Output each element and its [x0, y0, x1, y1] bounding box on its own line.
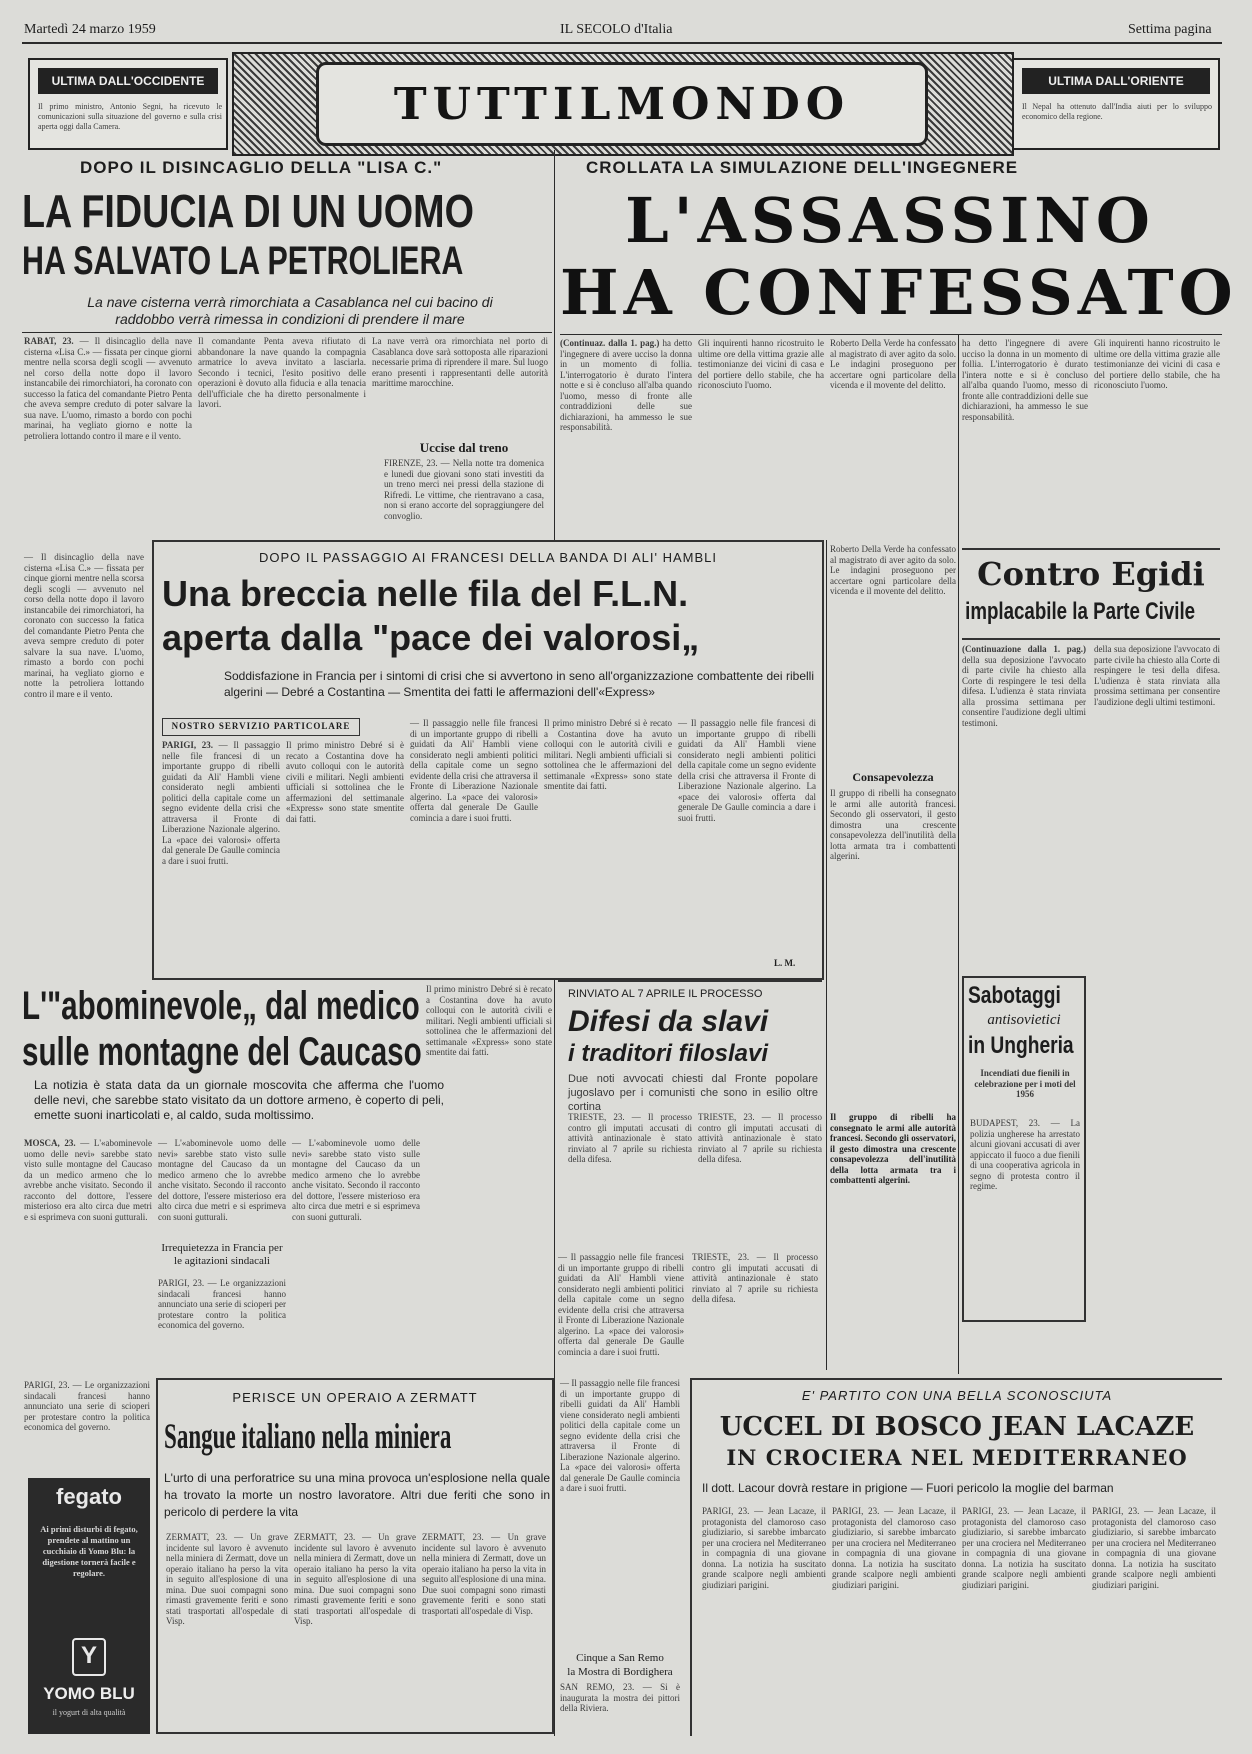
fln-headline-1: Una breccia nelle fila del F.L.N. — [162, 573, 689, 614]
lisa-headline-2: HA SALVATO LA PETROLIERA — [22, 239, 464, 283]
ultima-occidente-label: ULTIMA DALL'OCCIDENTE — [38, 68, 218, 94]
fln-box — [152, 540, 824, 980]
yomo-advert — [28, 1478, 150, 1734]
sabotaggi-headline-3: in Ungheria — [968, 1032, 1074, 1059]
zermatt-col-2: ZERMATT, 23. — Un grave incidente sul lavoro è avvenuto nella miniera di Zermatt, dove un operaio italiano ha perso la vita in seguito all'esplosione di una mina. Due suoi compagni sono rimasti gravemente feriti e sono stati trasportati all'ospedale di Visp. — [294, 1532, 416, 1626]
yomo-logo-letter: Y — [80, 1642, 97, 1669]
consapevolezza-subhead: Consapevolezza — [852, 770, 934, 784]
assassino-headline-2: HA CONFESSATO — [560, 256, 1238, 329]
slavi-col-1: TRIESTE, 23. — Il processo contro gli imputati accusati di attività antinazionale è stato rinviato al 7 aprile su richiesta della difesa. — [568, 1112, 692, 1164]
zermatt-col-3: ZERMATT, 23. — Un grave incidente sul lavoro è avvenuto nella miniera di Zermatt, dove un operaio italiano ha perso la vita in seguito all'esplosione di una mina. Due suoi compagni sono rimasti gravemente feriti e sono stati trasportati all'ospedale di Visp. — [422, 1532, 546, 1616]
slavi-kicker: RINVIATO AL 7 APRILE IL PROCESSO — [568, 988, 763, 1000]
lacaze-col-4: PARIGI, 23. — Jean Lacaze, il protagonista del clamoroso caso giudiziario, si sarebbe imbarcato per una crociera nel Mediterraneo in compagnia di una giovane donna. La notizia ha suscitato grande scalpore negli ambienti giudiziari parigini. — [1092, 1506, 1216, 1590]
slavi-headline-1: Difesi da slavi — [568, 1005, 769, 1038]
slavi-headline-2: i traditori filoslavi — [568, 1040, 769, 1067]
sanremo-headline-1: Cinque a San Remo — [576, 1652, 664, 1664]
lacaze-headline-2: IN CROCIERA NEL MEDITERRANEO — [726, 1445, 1188, 1470]
sanremo-headline-2: la Mostra di Bordighera — [567, 1666, 673, 1678]
consapevolezza-col-top: Roberto Della Verde ha confessato al magistrato di aver agito da solo. Le indagini proseguono per accertare ogni particolare della vicenda e il movente del delitto. — [830, 544, 956, 596]
slavi-box — [558, 980, 822, 1248]
lisa-body-col-2: Il comandante Penta aveva rifiutato di abbandonare la nave quando la compagnia armatrice lo aveva invitato a lasciarla. Secondo i tecnici, l'esito positivo delle operazioni è dovuto alla fiducia e alla tenacia dell'ufficiale che ha diretto personalmente i lavori. — [198, 336, 366, 409]
lisa-kicker: DOPO IL DISINCAGLIO DELLA "LISA C." — [80, 158, 443, 177]
sabotaggi-box — [962, 976, 1086, 1322]
fln-deck: Soddisfazione in Francia per i sintomi di crisi che si avvertono in seno all'organizzazione combattente dei ribelli algerini — Debré a Costantina — Smentita dei fatti le affermazioni dell'«Express» — [224, 669, 814, 699]
ultima-oriente-label: ULTIMA DALL'ORIENTE — [1022, 68, 1210, 94]
lisa-body-col-1: RABAT, 23. — Il disincaglio della nave cisterna «Lisa C.» — fissata per cinque giorni mentre nella scorsa degli scogli — avvenuto nel corso della notte dopo il lavoro instancabile dei rimorchiatori, ha coronato con successo la fatica del comandante Pietro Penta che aveva sempre creduto di poter salvare la sua nave. L'uomo, rimasto a bordo con pochi marinai, ha vegliato giorno e notte la petroliera lottando contro il mare e il vento. — [24, 336, 193, 441]
egidi-headline-2: implacabile la Parte Civile — [965, 598, 1196, 625]
yomo-logo — [72, 1638, 106, 1676]
sanremo-body: SAN REMO, 23. — Si è inaugurata la mostra dei pittori della Riviera. — [560, 1682, 680, 1713]
assassino-col-1: (Continuaz. dalla 1. pag.) ha detto l'ingegnere di avere ucciso la donna in un momento di follia. L'interrogatorio è durato l'intera notte e si è concluso all'alba quando l'uomo, messo di fronte alle contraddizioni delle sue dichiarazioni, ha ammesso le sue responsabilità. — [560, 338, 692, 432]
header-date: Martedì 24 marzo 1959 — [24, 22, 156, 37]
egidi-col-1: (Continuazione dalla 1. pag.) della sua deposizione l'avvocato di parte civile ha chiesto alla Corte di respingere le tesi della difesa. L'udienza è stata rinviata alla prossima settimana per consentire l'audizione degli ultimi testimoni. — [962, 644, 1086, 728]
masthead-panel — [316, 62, 928, 146]
lacaze-deck: Il dott. Lacour dovrà restare in prigione — Fuori pericolo la moglie del barman — [702, 1481, 1114, 1495]
zermatt-kicker: PERISCE UN OPERAIO A ZERMATT — [232, 1390, 478, 1405]
abominevole-subhead: Irrequietezza in Francia per le agitazioni sindacali — [161, 1242, 283, 1267]
sabotaggi-deck: Incendiati due fienili in celebrazione per i moti del 1956 — [974, 1068, 1076, 1099]
lacaze-kicker: E' PARTITO CON UNA BELLA SCONOSCIUTA — [801, 1388, 1113, 1403]
assassino-col-2: Gli inquirenti hanno ricostruito le ultime ore della vittima grazie alle testimonianze dei vicini di casa e del portiere dello stabile, che ha riconosciuto l'uomo. — [698, 338, 824, 390]
consapevolezza-body-bold: Il gruppo di ribelli ha consegnato le armi alle autorità francesi. Secondo gli osservatori, il gesto dimostra una crescente consapevolezza dell'inutilità della lotta armata tra i combattenti algerini. — [830, 1112, 956, 1185]
sanremo-col-top: — Il passaggio nelle file francesi di un importante gruppo di ribelli guidati da Ali' Hambli viene considerato negli ambienti politici della capitale come un segno evidente della crisi che attraversa il Fronte di Liberazione Nazionale algerino. La «pace dei valorosi» offerta dal generale De Gaulle comincia a dare i suoi frutti. — [560, 1378, 680, 1493]
lisa-body-col-1b: — Il disincaglio della nave cisterna «Lisa C.» — fissata per cinque giorni mentre nella scorsa degli scogli — avvenuto nel corso della notte dopo il lavoro instancabile dei rimorchiatori, ha coronato con successo la fatica del comandante Pietro Penta che aveva sempre creduto di poter salvare la sua nave. L'uomo, rimasto a bordo con pochi marinai, ha vegliato giorno e notte la petroliera lottando contro il mare e il vento. — [24, 552, 144, 699]
advert-title: fegato — [56, 1484, 122, 1509]
masthead-box — [232, 52, 1014, 156]
assassino-col-3: Roberto Della Verde ha confessato al magistrato di aver agito da solo. Le indagini proseguono per accertare ogni particolare della vicenda e il movente del delitto. — [830, 338, 956, 390]
zermatt-box — [156, 1378, 554, 1734]
left-col-bottom: PARIGI, 23. — Le organizzazioni sindacali francesi hanno annunciato una serie di scioperi per protestare contro la politica economica del governo. — [24, 1380, 150, 1432]
ultima-oriente-brief: Il Nepal ha ottenuto dall'India aiuti per lo sviluppo economico della regione. — [1022, 102, 1212, 121]
slavi-deck: Due noti avvocati chiesti dal Fronte popolare jugoslavo per i comunisti che sono in esilio oltre cortina — [568, 1073, 818, 1113]
zermatt-col-1: ZERMATT, 23. — Un grave incidente sul lavoro è avvenuto nella miniera di Zermatt, dove un operaio italiano ha perso la vita in seguito all'esplosione di una mina. Due suoi compagni sono rimasti gravemente feriti e sono stati trasportati all'ospedale di Visp. — [166, 1532, 288, 1626]
fln-col-5: — Il passaggio nelle file francesi di un importante gruppo di ribelli guidati da Ali' Hambli viene considerato negli ambienti politici della capitale come un segno evidente della crisi che attraversa il Fronte di Liberazione Nazionale algerino. La «pace dei valorosi» offerta dal generale De Gaulle comincia a dare i suoi frutti. — [678, 718, 816, 823]
zermatt-headline: Sangue italiano nella miniera — [164, 1416, 452, 1456]
fln-kicker: DOPO IL PASSAGGIO AI FRANCESI DELLA BANDA DI ALI' HAMBLI — [258, 550, 717, 565]
masthead-title: TUTTILMONDO — [393, 79, 851, 130]
center-col-c: TRIESTE, 23. — Il processo contro gli imputati accusati di attività antinazionale è stato rinviato al 7 aprile su richiesta della difesa. — [692, 1252, 818, 1304]
abominevole-headline-1: L'"abominevole„ dal medico — [22, 984, 420, 1028]
sanremo-box — [560, 1652, 680, 1736]
fln-signature: L. M. — [774, 958, 796, 968]
lacaze-col-2: PARIGI, 23. — Jean Lacaze, il protagonista del clamoroso caso giudiziario, si sarebbe imbarcato per una crociera nel Mediterraneo in compagnia di una giovane donna. La notizia ha suscitato grande scalpore negli ambienti giudiziari parigini. — [832, 1506, 956, 1590]
lacaze-box — [690, 1378, 1222, 1736]
zermatt-deck: L'urto di una perforatrice su una mina provoca un'esplosione nella quale ha trovato la morte un nostro lavoratore. Altri due feriti che sono in pericolo di perdere la vita — [164, 1471, 550, 1519]
sabotaggi-body: BUDAPEST, 23. — La polizia ungherese ha arrestato alcuni giovani accusati di aver appiccato il fuoco a due fienili di una cooperativa agricola in segno di protesta contro il regime. — [970, 1118, 1080, 1191]
assassino-col-train — [384, 440, 544, 540]
abominevole-col-3: — L'«abominevole uomo delle nevi» sarebbe stato visto sulle montagne del Caucaso da un medico armeno che lo avrebbe anche visitato. Secondo il racconto del dottore, l'essere misterioso era alto circa due metri e si esprimeva con suoni gutturali. — [292, 1138, 420, 1222]
fln-col-2: Il primo ministro Debré si è recato a Costantina dove ha avuto colloqui con le autorità civili e militari. Negli ambienti ufficiali si sottolinea che le affermazioni del settimanale «Express» sono state smentite dai fatti. — [286, 740, 404, 824]
abominevole-col-2: — L'«abominevole uomo delle nevi» sarebbe stato visto sulle montagne del Caucaso da un medico armeno che lo avrebbe anche visitato. Secondo il racconto del dottore, l'essere misterioso era alto circa due metri e si esprimeva con suoni gutturali. — [158, 1138, 286, 1222]
consapevolezza-body: Il gruppo di ribelli ha consegnato le armi alle autorità francesi. Secondo gli osservatori, il gesto dimostra una crescente consapevolezza dell'inutilità della lotta armata tra i combattenti algerini. — [830, 788, 956, 861]
fln-service-label: NOSTRO SERVIZIO PARTICOLARE — [162, 718, 360, 736]
header-paper-name: IL SECOLO d'Italia — [560, 22, 673, 37]
advert-tagline: il yogurt di alta qualità — [52, 1708, 126, 1717]
lisa-headline-1: LA FIDUCIA DI UN UOMO — [22, 185, 474, 237]
train-subhead: Uccise dal treno — [419, 440, 509, 455]
ultima-oriente-box — [1012, 58, 1220, 150]
abominevole-deck: La notizia è stata data da un giornale moscovita che afferma che l'uomo delle nevi, che sarebbe stato visitato da un dottore armeno, è coperto di peli, emette suoni inarticolati e, al caldo, suda moltissimo. — [34, 1078, 444, 1122]
assassino-col-5: Gli inquirenti hanno ricostruito le ultime ore della vittima grazie alle testimonianze dei vicini di casa e del portiere dello stabile, che ha riconosciuto l'uomo. — [1094, 338, 1220, 390]
abominevole-col-1: MOSCA, 23. — L'«abominevole uomo delle nevi» sarebbe stato visto sulle montagne del Caucaso da un medico armeno che lo avrebbe anche visitato. Secondo il racconto del dottore, l'essere misterioso era alto circa due metri e si esprimeva con suoni gutturali. — [24, 1138, 153, 1222]
ultima-occidente-box — [28, 58, 228, 150]
lisa-body-col-3: La nave verrà ora rimorchiata nel porto di Casablanca dove sarà sottoposta alle riparazioni necessarie prima di riprendere il mare. Sul luogo erano presenti i rappresentanti delle autorità marittime marocchine. — [372, 336, 548, 388]
advert-brand: YOMO BLU — [43, 1684, 135, 1703]
fln-col-4: Il primo ministro Debré si è recato a Costantina dove ha avuto colloqui con le autorità civili e militari. Negli ambienti ufficiali si sottolinea che le affermazioni del settimanale «Express» sono state smentite dai fatti. — [544, 718, 672, 791]
abominevole-headline-2: sulle montagne del Caucaso — [22, 1030, 422, 1074]
slavi-col-2: TRIESTE, 23. — Il processo contro gli imputati accusati di attività antinazionale è stato rinviato al 7 aprile su richiesta della difesa. — [698, 1112, 822, 1164]
fln-headline-2: aperta dalla "pace dei valorosi„ — [162, 617, 700, 658]
ultima-occidente-brief: Il primo ministro, Antonio Segni, ha ricevuto le comunicazioni sulla situazione del governo e sulla crisi aperta oggi dalla Camera. — [38, 102, 222, 131]
egidi-headline-1: Contro Egidi — [977, 555, 1205, 593]
fln-col-3: — Il passaggio nelle file francesi di un importante gruppo di ribelli guidati da Ali' Hambli viene considerato negli ambienti politici della capitale come un segno evidente della crisi che attraversa il Fronte di Liberazione Nazionale algerino. La «pace dei valorosi» offerta dal generale De Gaulle comincia a dare i suoi frutti. — [410, 718, 538, 823]
sabotaggi-headline-1: Sabotaggi — [968, 982, 1061, 1009]
lacaze-headline-1: UCCEL DI BOSCO JEAN LACAZE — [719, 1412, 1195, 1442]
assassino-col-4: ha detto l'ingegnere di avere ucciso la donna in un momento di follia. L'interrogatorio è durato l'intera notte e si è concluso all'alba quando l'uomo, messo di fronte alle contraddizioni delle sue dichiarazioni, ha ammesso le sue responsabilità. — [962, 338, 1088, 422]
egidi-box — [962, 548, 1220, 640]
center-col-b: — Il passaggio nelle file francesi di un importante gruppo di ribelli guidati da Ali' Hambli viene considerato negli ambienti politici della capitale come un segno evidente della crisi che attraversa il Fronte di Liberazione Nazionale algerino. La «pace dei valorosi» offerta dal generale De Gaulle comincia a dare i suoi frutti. — [558, 1252, 684, 1357]
center-col-a: Il primo ministro Debré si è recato a Costantina dove ha avuto colloqui con le autorità civili e militari. Negli ambienti ufficiali si sottolinea che le affermazioni del settimanale «Express» sono state smentite dai fatti. — [426, 984, 552, 1057]
fln-col-1: PARIGI, 23. — Il passaggio nelle file francesi di un importante gruppo di ribelli guidati da Ali' Hambli viene considerato negli ambienti politici della capitale come un segno evidente della crisi che attraversa il Fronte di Liberazione Nazionale algerino. La «pace dei valorosi» offerta dal generale De Gaulle comincia a dare i suoi frutti. — [162, 740, 280, 866]
lisa-deck: La nave cisterna verrà rimorchiata a Casablanca nel cui bacino di raddobbo verrà rimessa in condizioni di prendere il mare — [87, 294, 493, 327]
assassino-headline-1: L'ASSASSINO — [625, 184, 1155, 257]
train-body: FIRENZE, 23. — Nella notte tra domenica e lunedì due giovani sono stati investiti da un treno merci nei pressi della stazione di Rifredi. Le vittime, che rientravano a casa, non si erano accorte del sopraggiungere del convoglio. — [384, 458, 544, 521]
header-page-label: Settima pagina — [1128, 22, 1212, 37]
lacaze-col-3: PARIGI, 23. — Jean Lacaze, il protagonista del clamoroso caso giudiziario, si sarebbe imbarcato per una crociera nel Mediterraneo in compagnia di una giovane donna. La notizia ha suscitato grande scalpore negli ambienti giudiziari parigini. — [962, 1506, 1086, 1590]
advert-text: Ai primi disturbi di fegato, prendete al mattino un cucchiaio di Yomo Blu: la digestione tornerà facile e regolare. — [40, 1524, 138, 1578]
egidi-col-2: della sua deposizione l'avvocato di parte civile ha chiesto alla Corte di respingere le tesi della difesa. L'udienza è stata rinviata alla prossima settimana per consentire l'audizione degli ultimi testimoni. — [1094, 644, 1220, 707]
assassino-kicker: CROLLATA LA SIMULAZIONE DELL'INGEGNERE — [586, 158, 1019, 177]
sabotaggi-headline-2: antisovietici — [987, 1012, 1061, 1028]
abominevole-col-2b: PARIGI, 23. — Le organizzazioni sindacali francesi hanno annunciato una serie di scioperi per protestare contro la politica economica del governo. — [158, 1278, 286, 1330]
lacaze-col-1: PARIGI, 23. — Jean Lacaze, il protagonista del clamoroso caso giudiziario, si sarebbe imbarcato per una crociera nel Mediterraneo in compagnia di una giovane donna. La notizia ha suscitato grande scalpore negli ambienti giudiziari parigini. — [702, 1506, 826, 1590]
